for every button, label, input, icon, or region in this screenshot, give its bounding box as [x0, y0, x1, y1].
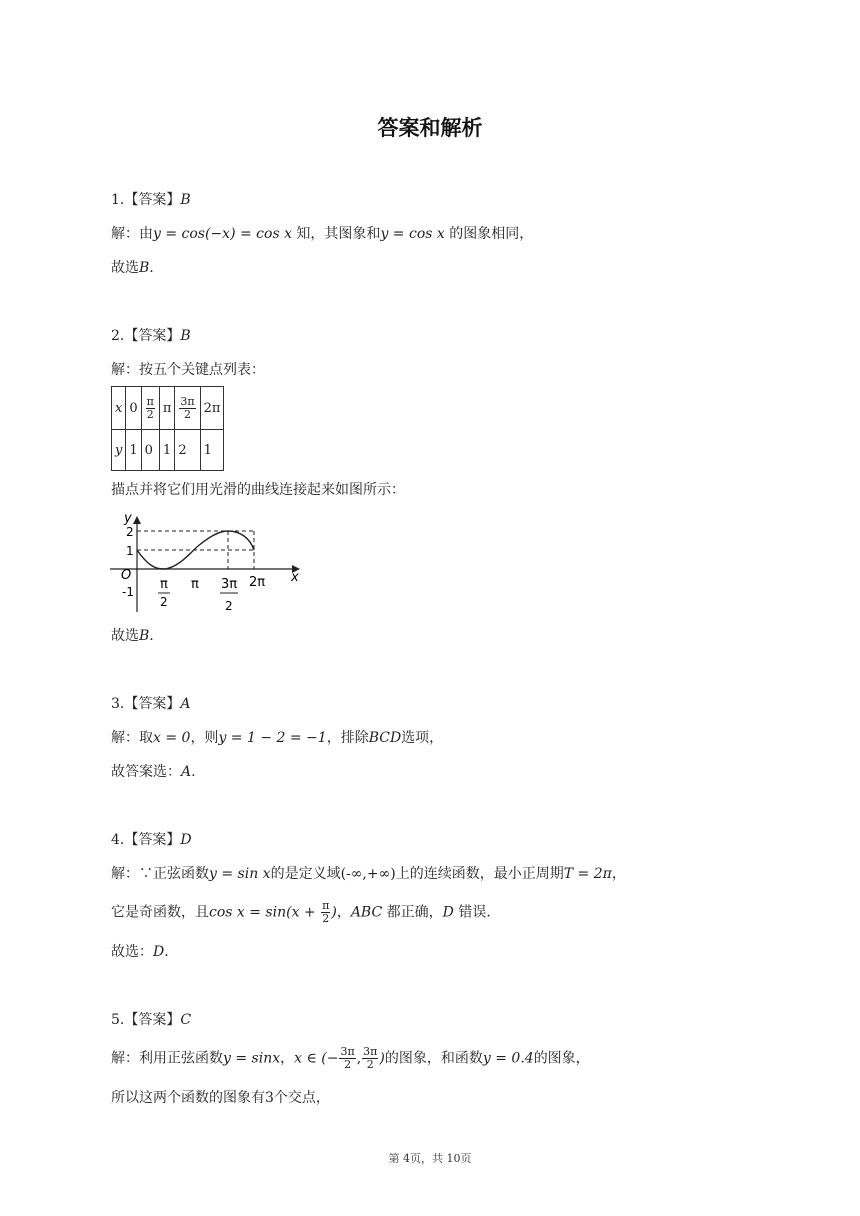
q1-heading: 1.【答案】: [111, 192, 181, 208]
q2-heading: 2.【答案】: [111, 328, 181, 344]
q5-fraction-1: [339, 1046, 355, 1071]
x-tick-3pi2-den: 2: [225, 599, 233, 613]
q4-period: T = 2π: [563, 866, 612, 882]
x-tick-half-pi-den: 2: [160, 595, 168, 609]
q1-answer-line: [111, 190, 191, 210]
q3-sol-prefix: 解：取: [111, 730, 153, 746]
q4-line1-end: ，: [611, 866, 626, 882]
q4-line2-mid: ，: [336, 904, 351, 921]
q5-range-prefix: x ∈ (−: [294, 1050, 339, 1067]
page-footer: 第 4页，共 10页: [388, 1152, 472, 1165]
q2-intro: 解：按五个关键点列表：: [111, 362, 265, 378]
table-cell: 1: [200, 430, 224, 471]
q4-line2-mid2: 都正确，: [382, 904, 443, 921]
q5-heading: 5.【答案】: [111, 1012, 181, 1028]
table-cell: 0: [126, 387, 141, 430]
q4-line1-mid: 的是定义域: [270, 866, 341, 882]
q4-conclusion-prefix: 故选：: [111, 944, 153, 960]
q1-formula-1: y = cos(−x) = cos x: [153, 226, 292, 242]
q4-line1-mid2: 上的连续函数，最小正周期: [395, 866, 564, 882]
q1-sol-mid: 知，其图象和: [291, 226, 381, 242]
q3-answer: A: [180, 696, 191, 712]
q3-conclusion-suffix: .: [191, 764, 196, 780]
q5-formula-2: y = 0.4: [482, 1050, 534, 1067]
q3-formula-1: x = 0: [153, 730, 191, 746]
q4-solution-line-2: [111, 900, 491, 925]
q4-fraction: [321, 900, 330, 925]
q4-answer: D: [180, 832, 192, 848]
q2-answer-line: [111, 326, 191, 346]
q5-range-comma: ,: [356, 1050, 362, 1067]
q4-formula-2-right: ): [331, 904, 337, 921]
q2-answer: B: [180, 328, 191, 344]
q3-solution-line: [111, 728, 443, 748]
q5-range-suffix: ): [379, 1050, 385, 1067]
q4-conclusion: [111, 942, 169, 962]
q3-conclusion: [111, 762, 196, 782]
table-cell-half-pi: $\frac{\pi}{2}$: [141, 387, 159, 430]
q5-line1-mid: 的图象，和函数: [384, 1050, 483, 1067]
page-title: 答案和解析: [377, 116, 483, 140]
q2-conclusion: [111, 626, 154, 646]
q2-conclusion-prefix: 故选: [111, 628, 139, 644]
q4-solution-line-1: [111, 864, 626, 884]
q4-frac-num: π: [322, 899, 330, 912]
table-cell: 2: [175, 430, 200, 471]
x-tick-2pi: 2π: [249, 575, 266, 590]
y-axis-arrow-icon: [133, 516, 141, 524]
q1-answer: B: [180, 192, 191, 208]
q2-cosine-graph: [108, 508, 308, 618]
q3-options: BCD: [368, 730, 402, 746]
x-tick-3pi2-num: 3π: [221, 577, 238, 592]
q5-frac2-den: 2: [366, 1058, 374, 1071]
q1-formula-2: y = cos x: [380, 226, 445, 242]
table-cell: 1: [159, 430, 175, 471]
q4-conclusion-answer: D: [153, 944, 165, 960]
table-cell: π: [159, 387, 175, 430]
q1-conclusion: [111, 258, 154, 278]
y-tick-1: 1: [126, 544, 134, 558]
q3-conclusion-answer: A: [181, 764, 192, 780]
q2-table-row-y: [112, 430, 224, 471]
y-tick-2: 2: [126, 525, 134, 539]
q2-conclusion-suffix: .: [149, 628, 154, 644]
origin-label: O: [121, 568, 132, 583]
q5-frac1-num: 3π: [340, 1045, 355, 1058]
q5-answer: C: [180, 1012, 192, 1028]
y-tick-neg1: -1: [122, 585, 134, 599]
q2-after-table: 描点并将它们用光滑的曲线连接起来如图所示：: [111, 482, 405, 498]
q1-conclusion-suffix: .: [149, 260, 154, 276]
x-axis-label: x: [291, 570, 299, 585]
q3-conclusion-prefix: 故答案选：: [111, 764, 181, 780]
q4-line1-prefix: 解：∵正弦函数: [111, 866, 209, 882]
q4-formula-2-left: cos x = sin(x +: [209, 904, 321, 921]
x-tick-pi: π: [191, 577, 199, 592]
q2-value-table: [111, 386, 224, 471]
q5-answer-line: [111, 1010, 191, 1030]
q2-table-row-x: [112, 387, 224, 430]
q4-line2-prefix: 它是奇函数，且: [111, 904, 209, 921]
table-cell: x: [112, 387, 126, 430]
q4-conclusion-suffix: .: [164, 944, 169, 960]
q4-domain: (-∞,+∞): [340, 866, 396, 882]
q5-frac1-den: 2: [344, 1058, 352, 1071]
q4-formula-1: y = sin x: [209, 866, 271, 882]
table-cell: 0: [141, 430, 159, 471]
q4-heading: 4.【答案】: [111, 832, 181, 848]
q3-formula-2: y = 1 − 2 = −1: [218, 730, 327, 746]
q1-conclusion-prefix: 故选: [111, 260, 139, 276]
q5-line1-prefix: 解：利用正弦函数: [111, 1050, 223, 1067]
q2-conclusion-answer: B: [139, 628, 150, 644]
q3-sol-mid2: ，排除: [326, 730, 369, 746]
q5-fraction-2: [362, 1046, 378, 1071]
y-axis-label: y: [124, 511, 132, 526]
x-tick-half-pi-num: π: [160, 577, 168, 592]
q4-frac-den: 2: [322, 912, 330, 925]
table-cell: 2π: [200, 387, 224, 430]
q5-formula-1: y = sinx: [223, 1050, 281, 1067]
q3-sol-mid: ，则: [190, 730, 219, 746]
q3-sol-tail: 选项，: [401, 730, 444, 746]
q1-solution-line: [111, 224, 533, 244]
table-cell-three-half-pi: $\frac{3\pi}{2}$: [175, 387, 200, 430]
q3-heading: 3.【答案】: [111, 696, 181, 712]
q5-frac2-num: 3π: [363, 1045, 378, 1058]
q1-sol-prefix: 解：由: [111, 226, 153, 242]
q5-line1-end: 的图象，: [533, 1050, 590, 1067]
q3-answer-line: [111, 694, 190, 714]
q4-line2-end: 错误.: [453, 904, 491, 921]
q5-solution-line-2: 所以这两个函数的图象有3个交点，: [111, 1090, 330, 1106]
table-cell: 1: [126, 430, 141, 471]
q1-conclusion-answer: B: [139, 260, 150, 276]
q1-sol-tail: 的图象相同，: [444, 226, 534, 242]
q5-separator: ，: [280, 1050, 295, 1067]
q4-options: ABC: [350, 904, 383, 921]
q5-solution-line-1: [111, 1046, 590, 1071]
q4-answer-line: [111, 830, 192, 850]
q4-wrong-option: D: [442, 904, 454, 921]
table-cell: y: [112, 430, 126, 471]
